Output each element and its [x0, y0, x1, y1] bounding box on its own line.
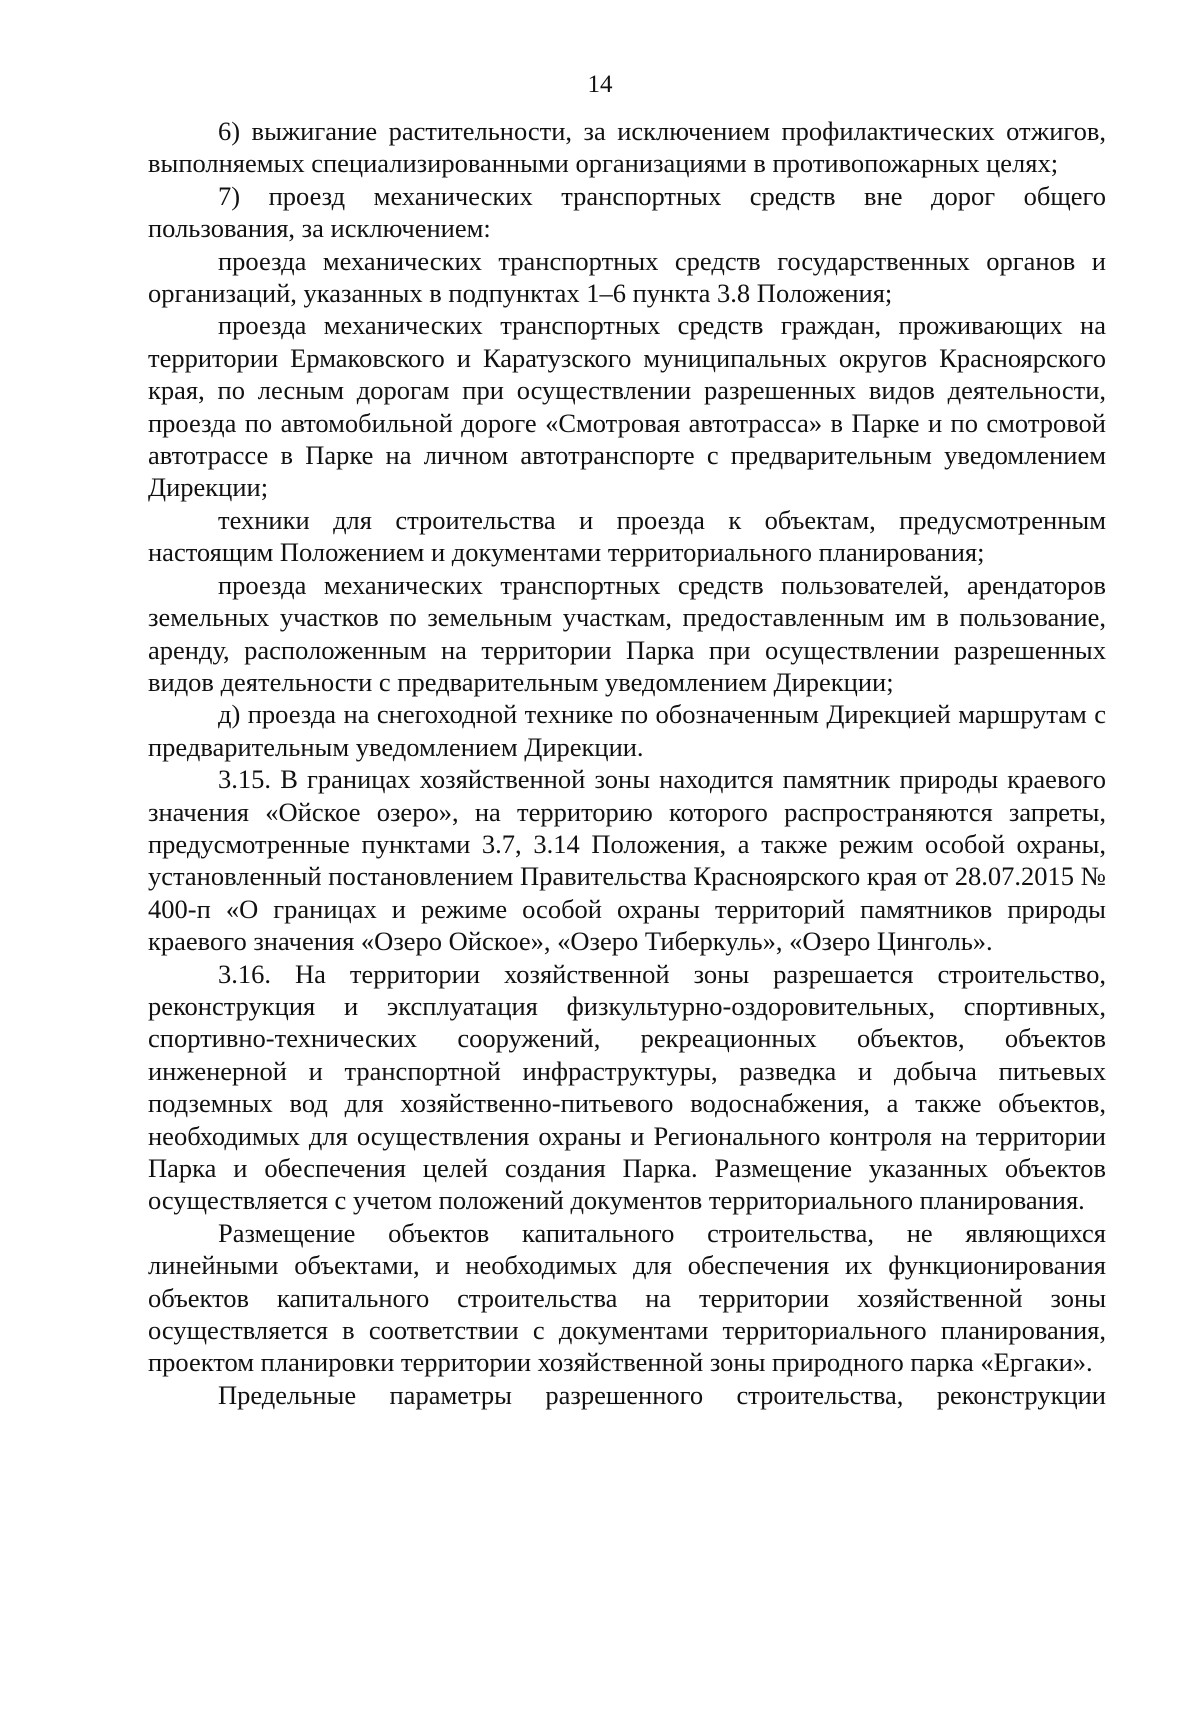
paragraph-3-16: 3.16. На территории хозяйственной зоны разрешается строительство, реконструкция и эксплуатация физкультурно-оздоровительных, спортивных, спортивно-технических сооружений, рекреационных объектов, объектов инженерной и транспортной инфраструктуры, разведка и добыча питьевых подземных вод для хозяйственно-питьевого водоснабжения, а также объектов, необходимых для осуществления охраны и Регионального контроля на территории Парка и обеспечения целей создания Парка. Размещение указанных объектов осуществляется с учетом положений документов территориального планирования. [148, 958, 1106, 1216]
paragraph-capital-construction: Размещение объектов капитального строительства, не являющихся линейными объектами, и необходимых для обеспечения их функционирования объектов капитального строительства на территории хозяйственной зоны осуществляется в соответствии с документами территориального планирования, проектом планировки территории хозяйственной зоны природного парка «Ергаки». [148, 1217, 1106, 1378]
paragraph-state-bodies-passage: проезда механических транспортных средств государственных органов и организаций, указанных в подпунктах 1–6 пункта 3.8 Положения; [148, 245, 1106, 309]
page-number: 14 [587, 71, 613, 98]
paragraph-3-15: 3.15. В границах хозяйственной зоны находится памятник природы краевого значения «Ойское озеро», на территорию которого распространяются запреты, предусмотренные пунктами 3.7, 3.14 Положения, а также режим особой охраны, установленный постановлением Правительства Красноярского края от 28.07.2015 № 400-п «О границах и режиме особой охраны территорий памятников природы краевого значения «Озеро Ойское», «Озеро Тиберкуль», «Озеро Цинголь». [148, 764, 1106, 957]
paragraph-construction-equipment: техники для строительства и проезда к объектам, предусмотренным настоящим Положением и документами территориального планирования; [148, 504, 1106, 568]
paragraph-burning: 6) выжигание растительности, за исключением профилактических отжигов, выполняемых специализированными организациями в противопожарных целях; [148, 116, 1106, 179]
paragraph-land-users-passage: проезда механических транспортных средств пользователей, арендаторов земельных участков по земельным участкам, предоставленным им в пользование, аренду, расположенным на территории Парка при осуществлении разрешенных видов деятельности с предварительным уведомлением Дирекции; [148, 569, 1106, 697]
paragraph-limit-parameters: Предельные параметры разрешенного строительства, реконструкции [218, 1379, 1106, 1410]
document-body [148, 115, 1106, 1411]
paragraph-vehicle-passage: 7) проезд механических транспортных средств вне дорог общего пользования, за исключением: [148, 180, 1106, 244]
paragraph-citizens-passage: проезда механических транспортных средств граждан, проживающих на территории Ермаковского и Каратузского муниципальных округов Красноярского края, по лесным дорогам при осуществлении разрешенных видов деятельности, проезда по автомобильной дороге «Смотровая автотрасса» в Парке и по смотровой автотрассе в Парке на личном автотранспорте с предварительным уведомлением Дирекции; [148, 310, 1106, 503]
paragraph-snowmobile: д) проезда на снегоходной технике по обозначенным Дирекцией маршрутам с предварительным уведомлением Дирекции. [148, 699, 1106, 762]
